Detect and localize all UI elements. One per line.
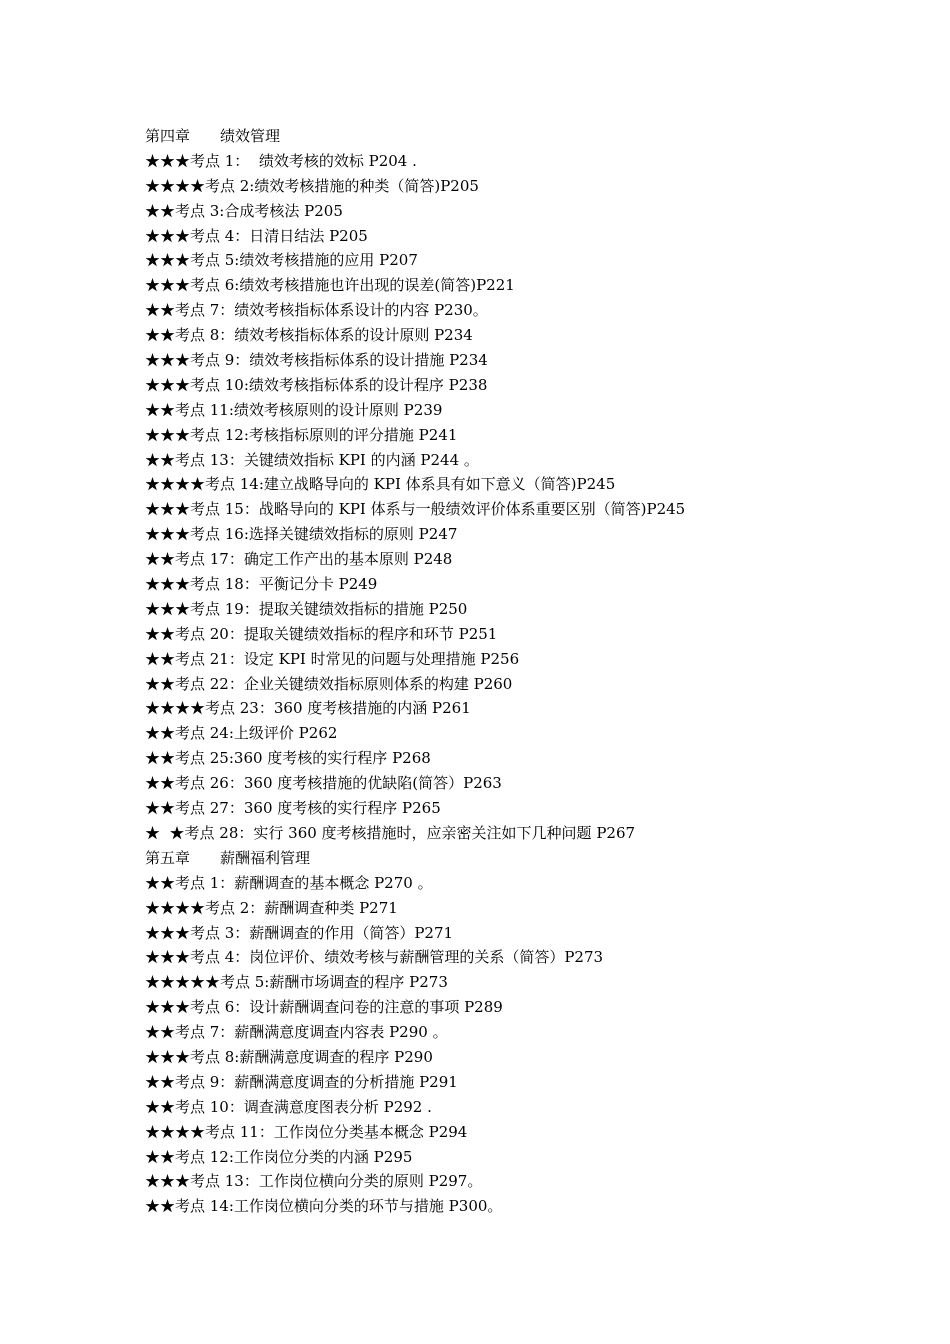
exam-point-line: ★★★考点 15：战略导向的 KPI 体系与一般绩效评价体系重要区别（简答)P245 [145,500,686,519]
exam-point-line: ★★★考点 4：岗位评价、绩效考核与薪酬管理的关系（简答）P273 [145,948,604,967]
exam-point-line: ★★★考点 4：日清日结法 P205 [145,226,368,245]
exam-point-line: ★★考点 10：调查满意度图表分析 P292 . [145,1097,432,1116]
exam-point-line: ★★★考点 8:薪酬满意度调查的程序 P290 [145,1047,433,1066]
exam-point-line: ★★★★考点 2：薪酬调查种类 P271 [145,898,398,917]
chapter-heading: 第四章 绩效管理 [145,127,281,145]
exam-point-line: ★★★考点 13：工作岗位横向分类的原则 P297。 [145,1172,483,1191]
exam-point-line: ★★★考点 6:绩效考核措施也许出现的误差(简答)P221 [145,276,515,295]
exam-point-line: ★★★★考点 11：工作岗位分类基本概念 P294 [145,1122,468,1141]
exam-point-line: ★★考点 25:360 度考核的实行程序 P268 [145,749,431,768]
exam-point-line: ★★考点 22：企业关键绩效指标原则体系的构建 P260 [145,674,513,693]
exam-point-line: ★★考点 7：薪酬满意度调查内容表 P290 。 [145,1023,448,1042]
exam-point-line: ★★考点 14:工作岗位横向分类的环节与措施 P300。 [145,1197,503,1216]
exam-point-line: ★★★★★考点 5:薪酬市场调查的程序 P273 [145,973,448,992]
exam-point-line: ★★★考点 19：提取关键绩效指标的措施 P250 [145,599,468,618]
exam-point-line: ★★考点 1：薪酬调查的基本概念 P270 。 [145,873,433,892]
document-body [145,124,905,1219]
exam-point-line: ★★★★考点 14:建立战略导向的 KPI 体系具有如下意义（简答)P245 [145,475,616,494]
exam-point-line: ★★★考点 6：设计薪酬调查问卷的注意的事项 P289 [145,998,503,1017]
exam-point-line: ★★★考点 3：薪酬调查的作用（简答）P271 [145,923,454,942]
exam-point-line: ★★考点 27：360 度考核的实行程序 P265 [145,799,441,818]
exam-point-line: ★★考点 24:上级评价 P262 [145,724,338,743]
exam-point-line: ★★★考点 18：平衡记分卡 P249 [145,575,378,594]
exam-point-line: ★★考点 3:合成考核法 P205 [145,201,343,220]
exam-point-line: ★★★考点 10:绩效考核指标体系的设计程序 P238 [145,375,488,394]
exam-point-line: ★★★★考点 2:绩效考核措施的种类（简答)P205 [145,176,479,195]
exam-point-line: ★★考点 9：薪酬满意度调查的分析措施 P291 [145,1072,458,1091]
exam-point-line: ★★★考点 9：绩效考核指标体系的设计措施 P234 [145,351,488,370]
exam-point-line: ★★★考点 16:选择关键绩效指标的原则 P247 [145,525,458,544]
exam-point-line: ★★考点 11:绩效考核原则的设计原则 P239 [145,400,443,419]
exam-point-line: ★★考点 20：提取关键绩效指标的程序和环节 P251 [145,624,498,643]
exam-point-line: ★★考点 8：绩效考核指标体系的设计原则 P234 [145,326,473,345]
exam-point-line: ★★考点 13：关键绩效指标 KPI 的内涵 P244 。 [145,450,479,469]
exam-point-line: ★★考点 7：绩效考核指标体系设计的内容 P230。 [145,301,488,320]
exam-point-line: ★★考点 21：设定 KPI 时常见的问题与处理措施 P256 [145,649,520,668]
exam-point-line: ★★★考点 1： 绩效考核的效标 P204 . [145,151,417,170]
chapter-heading: 第五章 薪酬福利管理 [145,848,311,867]
exam-point-line: ★★考点 12:工作岗位分类的内涵 P295 [145,1147,413,1166]
exam-point-line: ★★★考点 12:考核指标原则的评分措施 P241 [145,425,458,444]
exam-point-line: ★★★★考点 23：360 度考核措施的内涵 P261 [145,699,471,718]
exam-point-line: ★★考点 17：确定工作产出的基本原则 P248 [145,550,453,569]
exam-point-line: ★★考点 26：360 度考核措施的优缺陷(简答）P263 [145,774,502,793]
exam-point-line: ★ ★考点 28：实行 360 度考核措施时，应亲密关注如下几种问题 P267 [145,823,636,842]
exam-point-line: ★★★考点 5:绩效考核措施的应用 P207 [145,251,418,270]
